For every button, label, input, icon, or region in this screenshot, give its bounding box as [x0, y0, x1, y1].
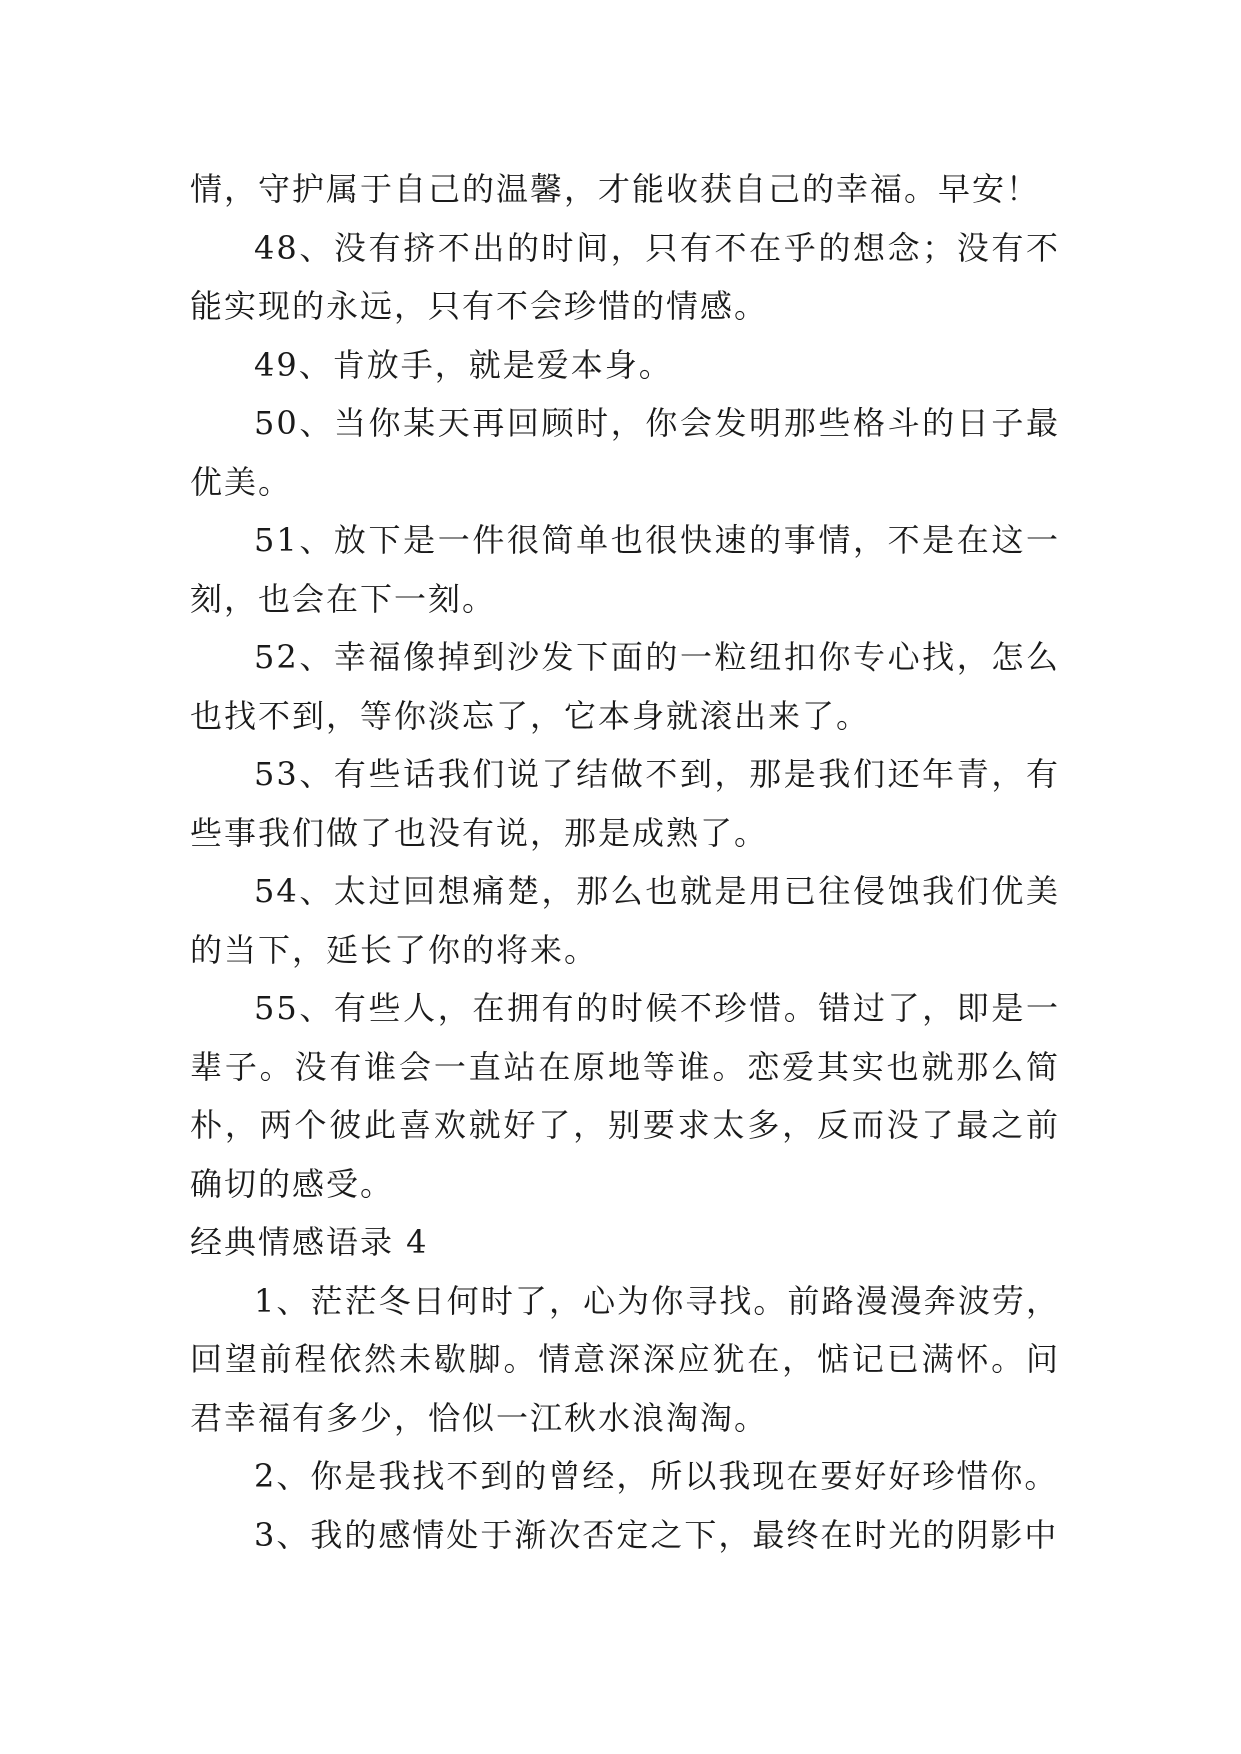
quote-52: 52、幸福像掉到沙发下面的一粒纽扣你专心找，怎么也找不到，等你淡忘了，它本身就滚出来了。: [190, 638, 1060, 735]
section-quote-3: 3、我的感情处于渐次否定之下，最终在时光的阴影中: [254, 1515, 1059, 1554]
quote-53: 53、有些话我们说了结做不到，那是我们还年青，有些事我们做了也没有说，那是成熟了。: [190, 755, 1060, 852]
paragraph-continuation: 情，守护属于自己的温馨，才能收获自己的幸福。早安！: [190, 170, 1041, 208]
quote-49: 49、肯放手，就是爱本身。: [254, 345, 673, 384]
section-heading: 经典情感语录 4: [190, 1223, 429, 1261]
quote-54: 54、太过回想痛楚，那么也就是用已往侵蚀我们优美的当下，延长了你的将来。: [190, 872, 1060, 969]
section-quote-2: 2、你是我找不到的曾经，所以我现在要好好珍惜你。: [254, 1457, 1059, 1495]
document-body: [190, 160, 1060, 1564]
quote-48: 48、没有挤不出的时间，只有不在乎的想念；没有不能实现的永远，只有不会珍惜的情感。: [190, 228, 1060, 325]
quote-51: 51、放下是一件很简单也很快速的事情，不是在这一刻，也会在下一刻。: [190, 521, 1060, 618]
quote-50: 50、当你某天再回顾时，你会发明那些格斗的日子最优美。: [190, 404, 1060, 501]
section-quote-1: 1、茫茫冬日何时了，心为你寻找。前路漫漫奔波劳，回望前程依然未歇脚。情意深深应犹在，惦记已满怀。问君幸福有多少，恰似一江秋水浪淘淘。: [190, 1281, 1060, 1437]
quote-55: 55、有些人，在拥有的时候不珍惜。错过了，即是一辈子。没有谁会一直站在原地等谁。恋爱其实也就那么简朴，两个彼此喜欢就好了，别要求太多，反而没了最之前确切的感受。: [190, 989, 1060, 1203]
